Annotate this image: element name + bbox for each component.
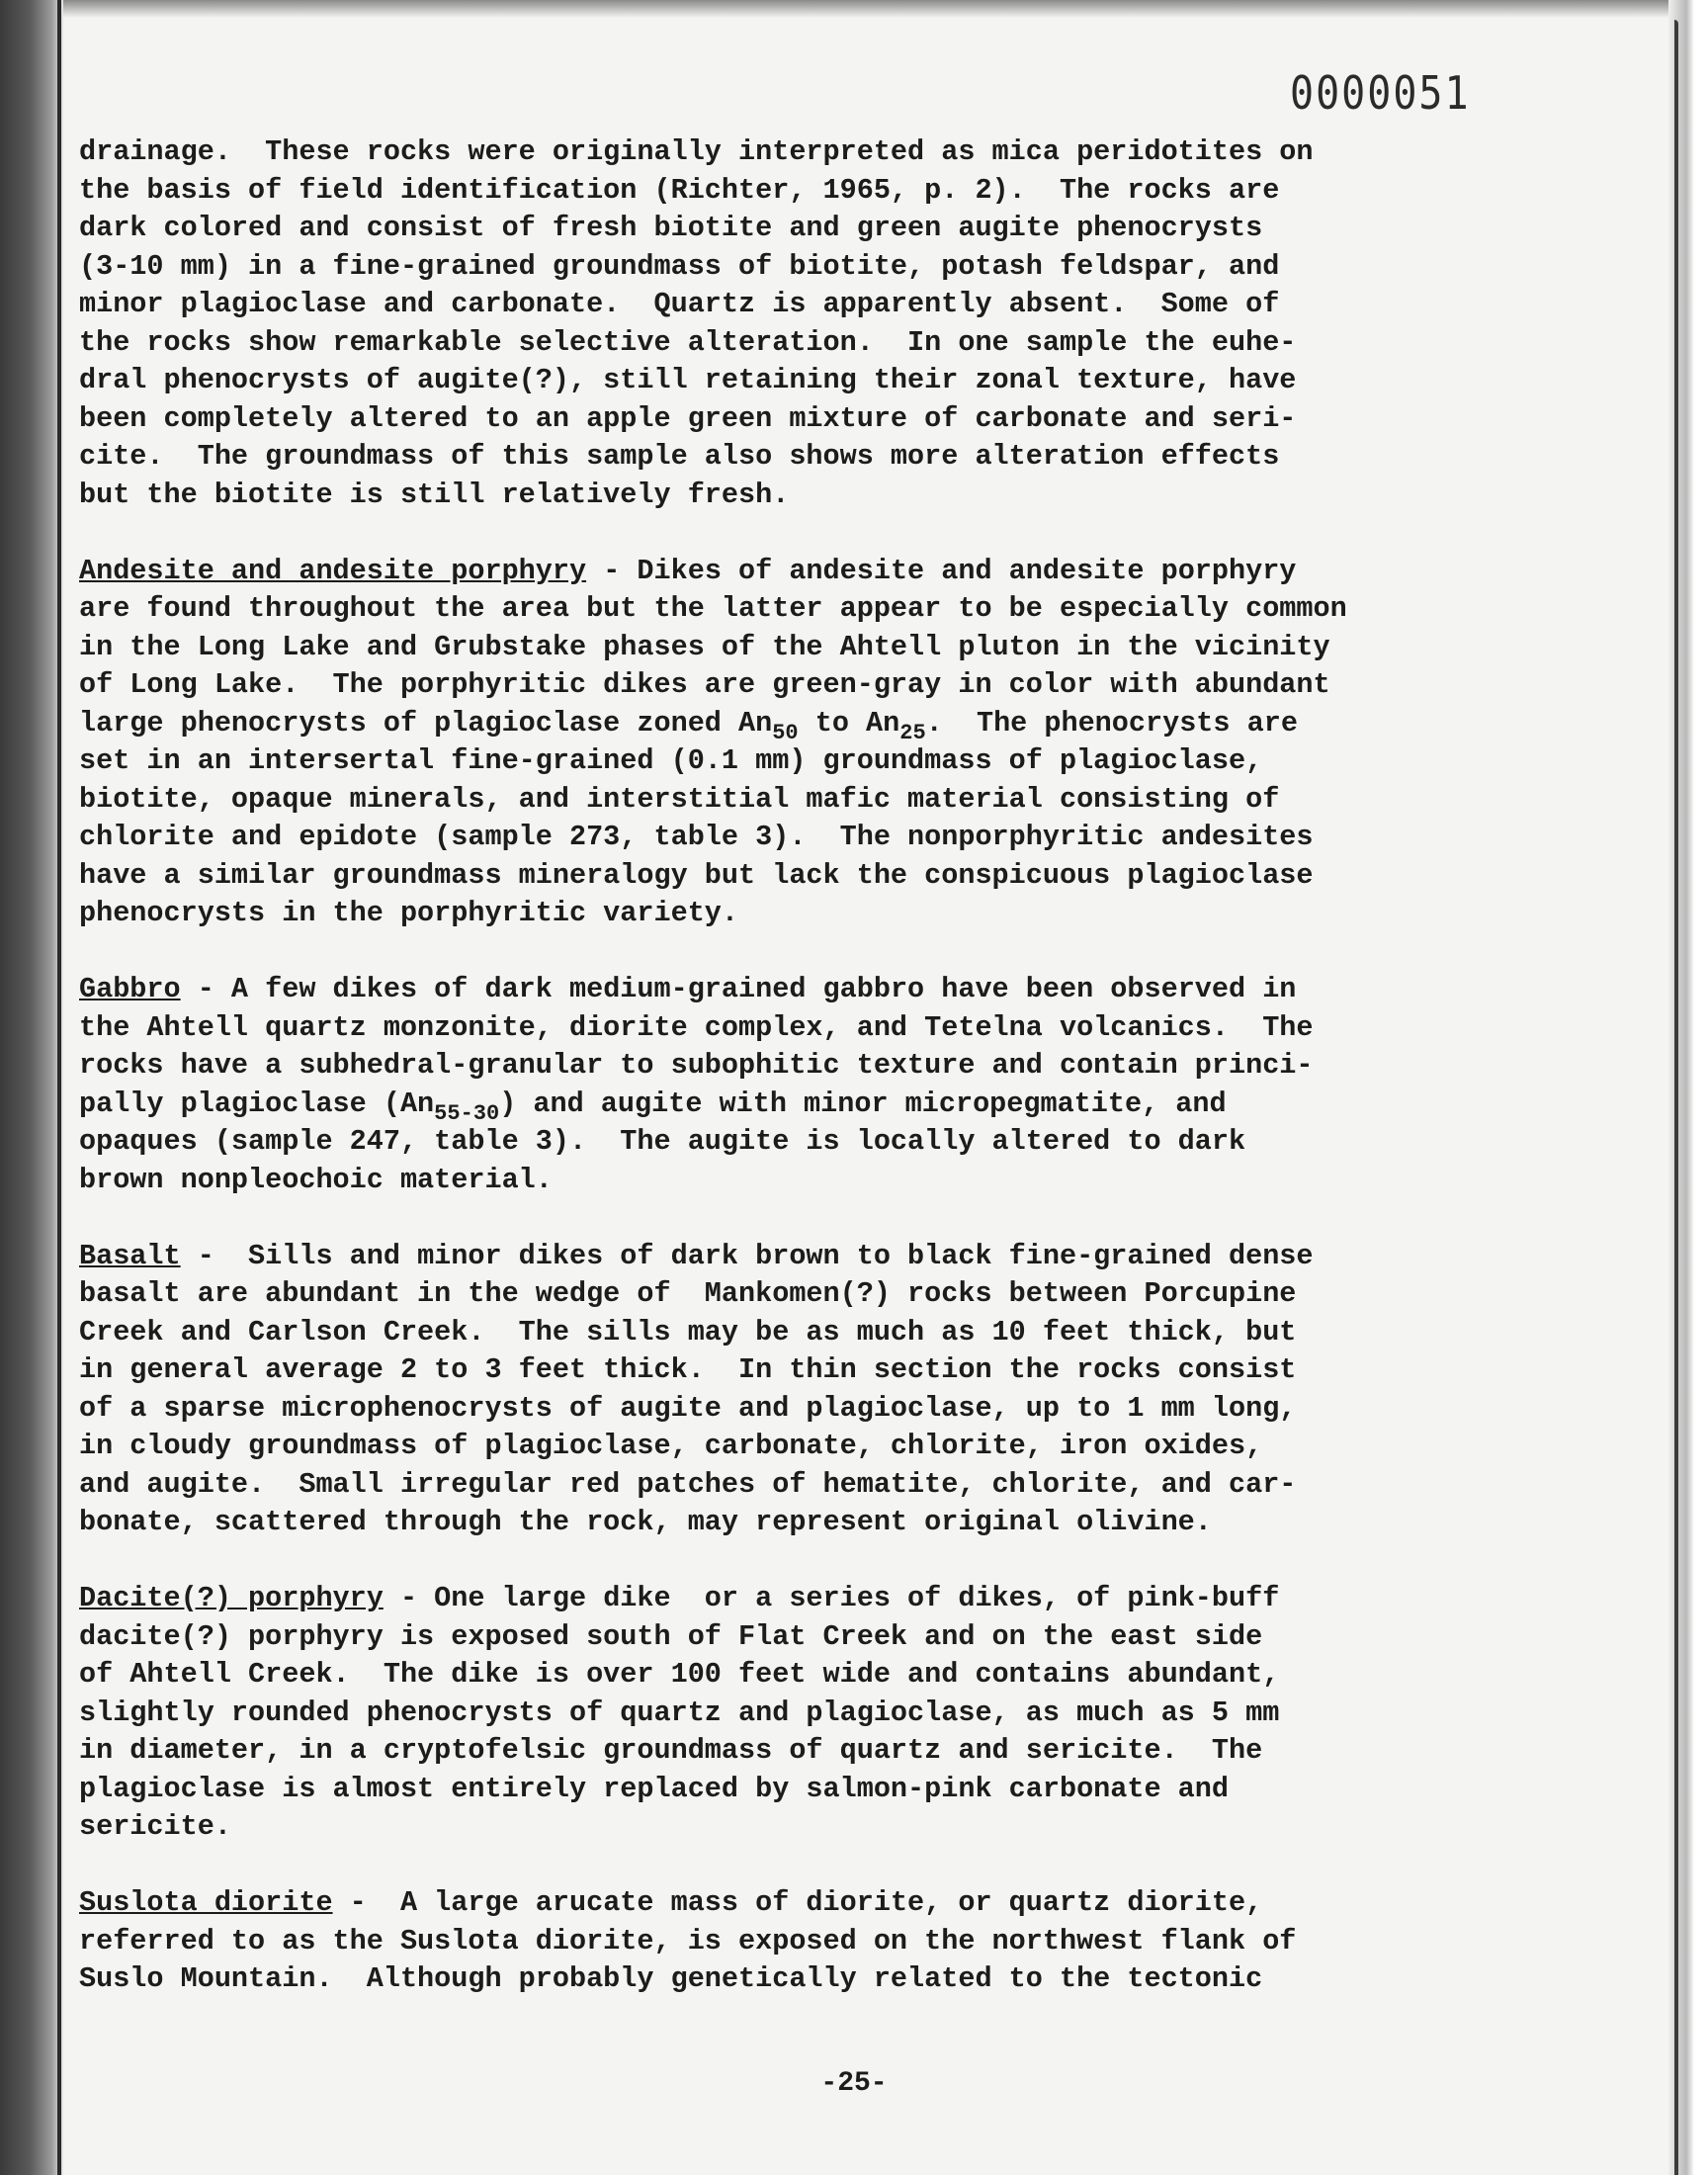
paragraph-suslota xyxy=(79,1884,1591,1999)
text-line: of a sparse microphenocrysts of augite and plagioclase, up to 1 mm long, xyxy=(79,1391,1297,1425)
page-top-shadow xyxy=(0,0,1708,18)
text-line: in cloudy groundmass of plagioclase, carbonate, chlorite, iron oxides, xyxy=(79,1430,1263,1462)
text-line: - A few dikes of dark medium-grained gabbro have been observed in xyxy=(180,973,1297,1005)
subscript: 55-30 xyxy=(434,1100,500,1126)
text-line: the Ahtell quartz monzonite, diorite complex, and Tetelna volcanics. The xyxy=(79,1010,1314,1044)
text-line: slightly rounded phenocrysts of quartz and plagioclase, as much as 5 mm xyxy=(79,1696,1280,1729)
text-line: pally plagioclase (An xyxy=(79,1087,435,1120)
text-line: phenocrysts in the porphyritic variety. xyxy=(79,897,739,929)
text-line: dark colored and consist of fresh biotite and green augite phenocrysts xyxy=(79,212,1263,244)
text-line: - Sills and minor dikes of dark brown to black fine-grained dense xyxy=(180,1239,1314,1272)
text-line: of Long Lake. The porphyritic dikes are green-gray in color with abundant xyxy=(79,668,1330,701)
text-line: . The phenocrysts are xyxy=(925,706,1298,740)
text-line: Creek and Carlson Creek. The sills may be as much as 10 feet thick, but xyxy=(79,1315,1297,1348)
text-line: in the Long Lake and Grubstake phases of the Ahtell pluton in the vicinity xyxy=(79,630,1330,663)
text-line: dacite(?) porphyry is exposed south of Flat Creek and on the east side xyxy=(79,1619,1263,1653)
text-line: biotite, opaque minerals, and interstitial mafic material consisting of xyxy=(79,782,1280,816)
document-body xyxy=(79,133,1591,1999)
text-line: and augite. Small irregular red patches of hematite, chlorite, and car- xyxy=(79,1467,1297,1501)
text-line: chlorite and epidote (sample 273, table 3). The nonporphyritic andesites xyxy=(79,821,1314,853)
text-line: in diameter, in a cryptofelsic groundmass of quartz and sericite. The xyxy=(79,1734,1263,1767)
paragraph-dacite xyxy=(79,1580,1591,1847)
section-heading-basalt: Basalt xyxy=(79,1239,181,1272)
section-heading-dacite: Dacite(?) porphyry xyxy=(79,1582,384,1614)
text-line: have a similar groundmass mineralogy but lack the conspicuous plagioclase xyxy=(79,858,1314,892)
text-line: the rocks show remarkable selective alteration. In one sample the euhe- xyxy=(79,325,1297,359)
text-line: been completely altered to an apple green mixture of carbonate and seri- xyxy=(79,401,1297,435)
page-right-border xyxy=(1674,20,1678,2175)
text-line: cite. The groundmass of this sample also shows more alteration effects xyxy=(79,440,1280,473)
section-heading-suslota: Suslota diorite xyxy=(79,1886,333,1919)
text-line: the basis of field identification (Richter, 1965, p. 2). The rocks are xyxy=(79,173,1280,207)
paragraph-gabbro xyxy=(79,971,1591,1199)
text-line: set in an intersertal fine-grained (0.1 mm) groundmass of plagioclase, xyxy=(79,744,1263,777)
subscript: 25 xyxy=(899,720,926,745)
text-line: but the biotite is still relatively fresh. xyxy=(79,478,790,511)
text-line: ) and augite with minor micropegmatite, and xyxy=(499,1087,1227,1120)
text-line: basalt are abundant in the wedge of Mankomen(?) rocks between Porcupine xyxy=(79,1277,1297,1310)
paragraph-intro xyxy=(79,133,1591,514)
text-line: dral phenocrysts of augite(?), still retaining their zonal texture, have xyxy=(79,364,1297,396)
text-line: bonate, scattered through the rock, may represent original olivine. xyxy=(79,1506,1212,1538)
text-line: rocks have a subhedral-granular to subophitic texture and contain princi- xyxy=(79,1049,1314,1082)
paragraph-basalt xyxy=(79,1238,1591,1542)
text-line: - Dikes of andesite and andesite porphyry xyxy=(586,554,1297,587)
document-id-stamp: 0000051 xyxy=(1290,67,1471,121)
page-left-shadow xyxy=(0,0,63,2175)
subscript: 50 xyxy=(772,720,799,745)
text-line: sericite. xyxy=(79,1810,231,1843)
text-line: drainage. These rocks were originally interpreted as mica peridotites on xyxy=(79,135,1314,168)
text-line: - A large arucate mass of diorite, or quartz diorite, xyxy=(332,1886,1263,1919)
page-left-border xyxy=(57,0,61,2175)
section-heading-andesite: Andesite and andesite porphyry xyxy=(79,554,587,587)
paragraph-andesite xyxy=(79,553,1591,933)
page-number: -25- xyxy=(820,2068,888,2099)
text-line: brown nonpleochoic material. xyxy=(79,1163,553,1196)
text-line: large phenocrysts of plagioclase zoned An xyxy=(79,706,773,740)
text-line: Suslo Mountain. Although probably genetically related to the tectonic xyxy=(79,1962,1263,1995)
text-line: referred to as the Suslota diorite, is exposed on the northwest flank of xyxy=(79,1924,1297,1958)
text-line: - One large dike or a series of dikes, of pink-buff xyxy=(383,1582,1280,1614)
section-heading-gabbro: Gabbro xyxy=(79,973,181,1005)
text-line: opaques (sample 247, table 3). The augite is locally altered to dark xyxy=(79,1125,1246,1158)
text-line: minor plagioclase and carbonate. Quartz is apparently absent. Some of xyxy=(79,288,1280,320)
text-line: plagioclase is almost entirely replaced by salmon-pink carbonate and xyxy=(79,1772,1229,1805)
text-line: (3-10 mm) in a fine-grained groundmass of biotite, potash feldspar, and xyxy=(79,249,1280,283)
text-line: in general average 2 to 3 feet thick. In thin section the rocks consist xyxy=(79,1353,1297,1386)
text-line: are found throughout the area but the latter appear to be especially common xyxy=(79,592,1347,625)
text-line: of Ahtell Creek. The dike is over 100 feet wide and contains abundant, xyxy=(79,1658,1280,1691)
text-line: to An xyxy=(798,706,900,740)
